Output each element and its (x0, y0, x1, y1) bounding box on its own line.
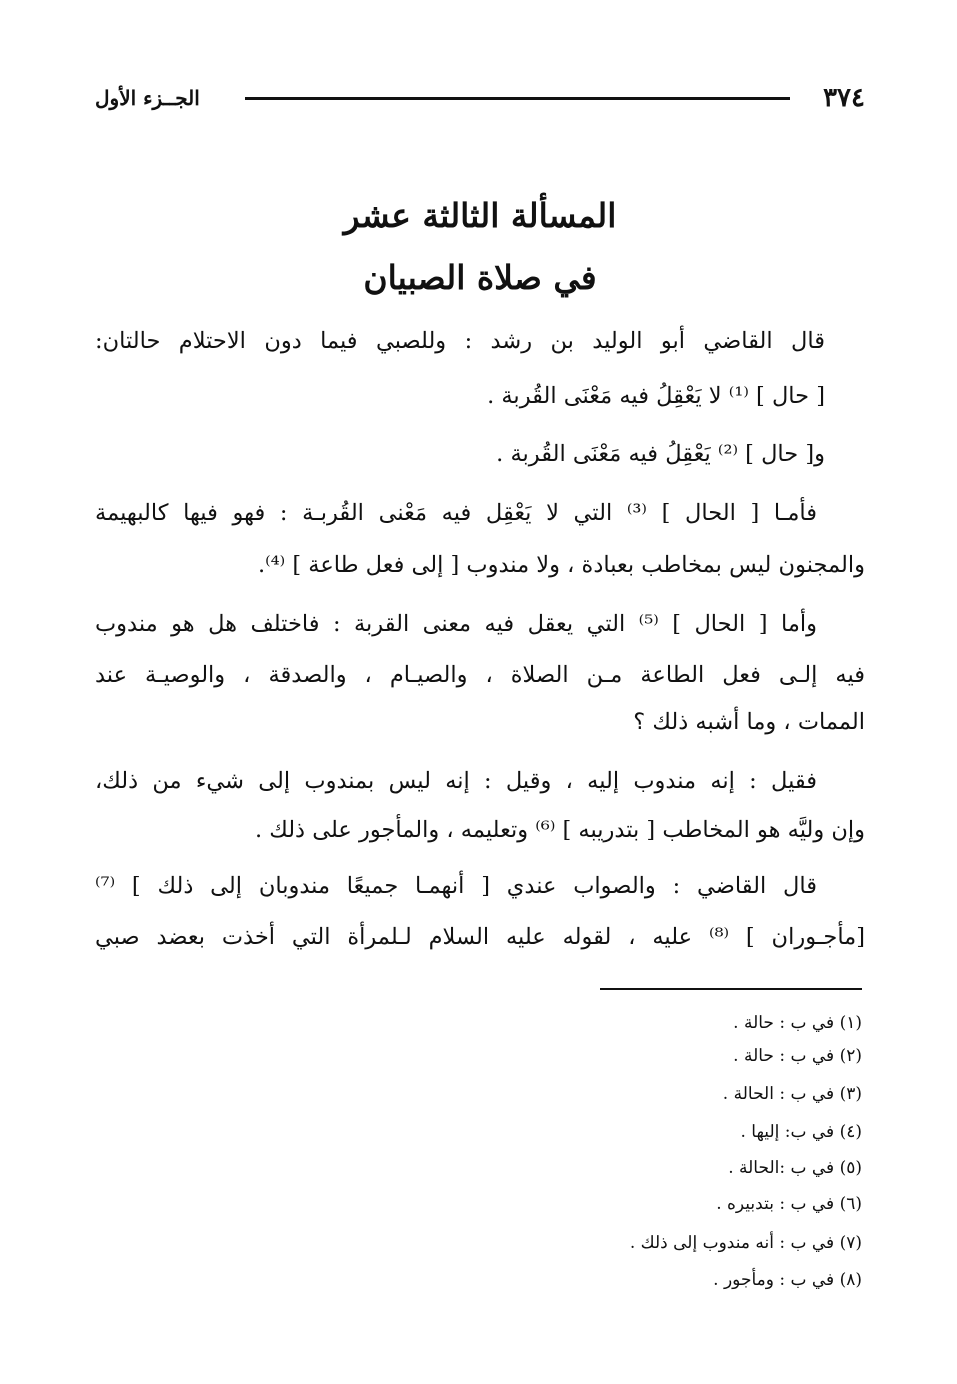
footnote-rule (600, 988, 862, 990)
body-line-1: قال القاضي أبو الوليد بن رشد : وللصبي فيما دون الاحتلام حالتان: (95, 328, 825, 354)
footnote-7: (٧) في ب : أنه مندوب إلى ذلك . (629, 1233, 862, 1253)
issue-title: المسألة الثالثة عشر (343, 196, 617, 235)
body-line-8: الممات ، وما أشبه ذلك ؟ (633, 709, 865, 735)
body-line-7: فيه إلـى فعل الطاعة مـن الصلاة ، والصيـام ، والصدقة ، والوصيـة عند (95, 662, 865, 688)
footnote-5: (٥) في ب :الحالة . (728, 1158, 862, 1178)
body-line-9: فقيل : إنه مندوب إليه ، وقيل : إنه ليس بمندوب إلى شيء من ذلك، (95, 768, 817, 794)
body-line-11: قال القاضي : والصواب عندي [ أنهمـا جميعًا مندوبان إلى ذلك ] ⁽⁷⁾ (95, 873, 817, 899)
body-line-4: فأمـا [ الحال ] ⁽³⁾ التي لا يَعْقِل فيه مَعْنى القُربـة : فهو فيها كالبهيمة (95, 500, 817, 526)
header-rule (245, 97, 790, 100)
footnote-1: (١) في ب : حالة . (733, 1013, 862, 1033)
footnote-2: (٢) في ب : حالة . (733, 1046, 862, 1066)
issue-subtitle: في صلاة الصبيان (363, 258, 597, 297)
page-number: ٣٧٤ (823, 83, 865, 113)
body-line-10: وإن وليَّه هو المخاطب [ بتدريبه ] ⁽⁶⁾ وتعليمه ، والمأجور على ذلك . (254, 817, 865, 843)
body-line-2: [ حال ] ⁽¹⁾ لا يَعْقِلُ فيه مَعْنَى القُربة . (487, 383, 825, 409)
footnote-4: (٤) في ب: إليها . (740, 1122, 862, 1142)
running-header (95, 78, 865, 118)
volume-title: الجــزء الأول (95, 86, 200, 110)
body-line-3: و[ حال ] ⁽²⁾ يَعْقِلُ فيه مَعْنَى القُربة . (496, 441, 825, 467)
footnote-8: (٨) في ب : ومأجور . (713, 1270, 862, 1290)
body-line-6: وأما [ الحال ] ⁽⁵⁾ التي يعقل فيه معنى القربة : فاختلف هل هو مندوب (95, 611, 817, 637)
footnote-6: (٦) في ب : بتدبيره . (716, 1194, 862, 1214)
body-line-12: [مأجـوران ] ⁽⁸⁾ عليه ، لقوله عليه السلام لـلمرأة التي أخذت بعضد صبي (95, 924, 866, 950)
body-line-5: والمجنون ليس بمخاطب بعبادة ، ولا مندوب [ إلى فعل طاعة ] ⁽⁴⁾. (257, 552, 865, 578)
footnote-3: (٣) في ب : الحالة . (722, 1084, 862, 1104)
